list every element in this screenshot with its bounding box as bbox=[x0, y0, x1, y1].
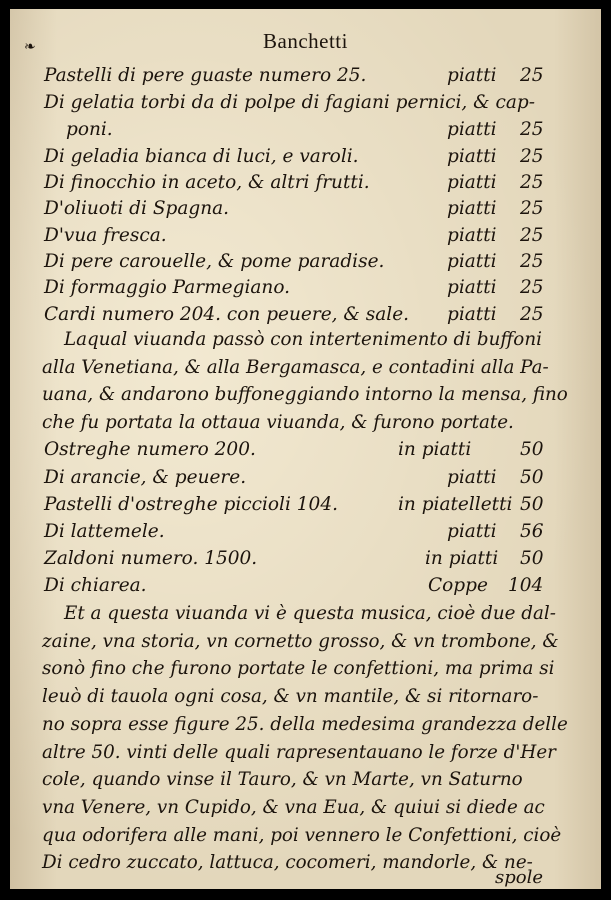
paragraph-music: Et a questa viuanda vi è questa musica, cioè due dal- zaine, vna storia, vn cornetto grosso, & vn trombone, & sonò fino che furono portate le confettioni, ma prima si leuò di tauola ogni cosa, & vn mantile, & si ritornaro- no sopra esse figure 25. della medesima grandezza delle altre 50. vinti delle quali rapresentauano le forze d'Her cole, quando vinse il Tauro, & vn Marte, vn Saturno vna Venere, vn Cupido, & vna Eua, & quiui si diede ac qua odorifera alle mani, poi vennero le Confettioni, cioè Di cedro zuccato, lattuca, cocomeri, mandorle, & ne- bbox=[42, 603, 568, 874]
running-header: Banchetti bbox=[263, 29, 348, 53]
menu-line: Pastelli di pere guaste numero 25. piatti 25 bbox=[44, 65, 544, 86]
menu-line: Cardi numero 204. con peuere, & sale. piatti 25 bbox=[44, 304, 544, 325]
menu-line: Di gelatia torbi da di polpe di fagiani pernici, & cap- bbox=[44, 92, 535, 113]
menu-line: Di geladia bianca di luci, e varoli. piatti 25 bbox=[44, 146, 544, 167]
menu-line: Di lattemele. piatti 56 bbox=[44, 521, 544, 542]
menu-line: D'oliuoti di Spagna. piatti 25 bbox=[44, 198, 544, 219]
menu-line: Di finocchio in aceto, & altri frutti. piatti 25 bbox=[44, 172, 544, 193]
menu-line: D'vua fresca. piatti 25 bbox=[44, 225, 544, 246]
menu-line: Pastelli d'ostreghe piccioli 104. in piatelletti 50 bbox=[44, 494, 544, 515]
menu-line: Di formaggio Parmegiano. piatti 25 bbox=[44, 277, 544, 298]
menu-line: Di chiarea. Coppe 104 bbox=[44, 575, 544, 596]
menu-line: poni. piatti 25 bbox=[66, 119, 544, 140]
page-ornament: ❧ bbox=[24, 39, 36, 55]
menu-line: Ostreghe numero 200. in piatti 50 bbox=[44, 439, 544, 460]
menu-line: Di arancie, & peuere. piatti 50 bbox=[44, 467, 544, 488]
menu-line: Zaldoni numero. 1500. in piatti 50 bbox=[44, 548, 544, 569]
paragraph-entertainment: Laqual viuanda passò con intertenimento di buffoni alla Venetiana, & alla Bergamasca, e contadini alla Pa- uana, & andarono buffoneggiando intorno la mensa, fino che fu portata la ottaua viuanda, & furono portate. bbox=[42, 329, 568, 434]
book-page bbox=[10, 9, 601, 889]
menu-line: Di pere carouelle, & pome paradise. piatti 25 bbox=[44, 251, 544, 272]
catchword: spole bbox=[495, 867, 544, 888]
